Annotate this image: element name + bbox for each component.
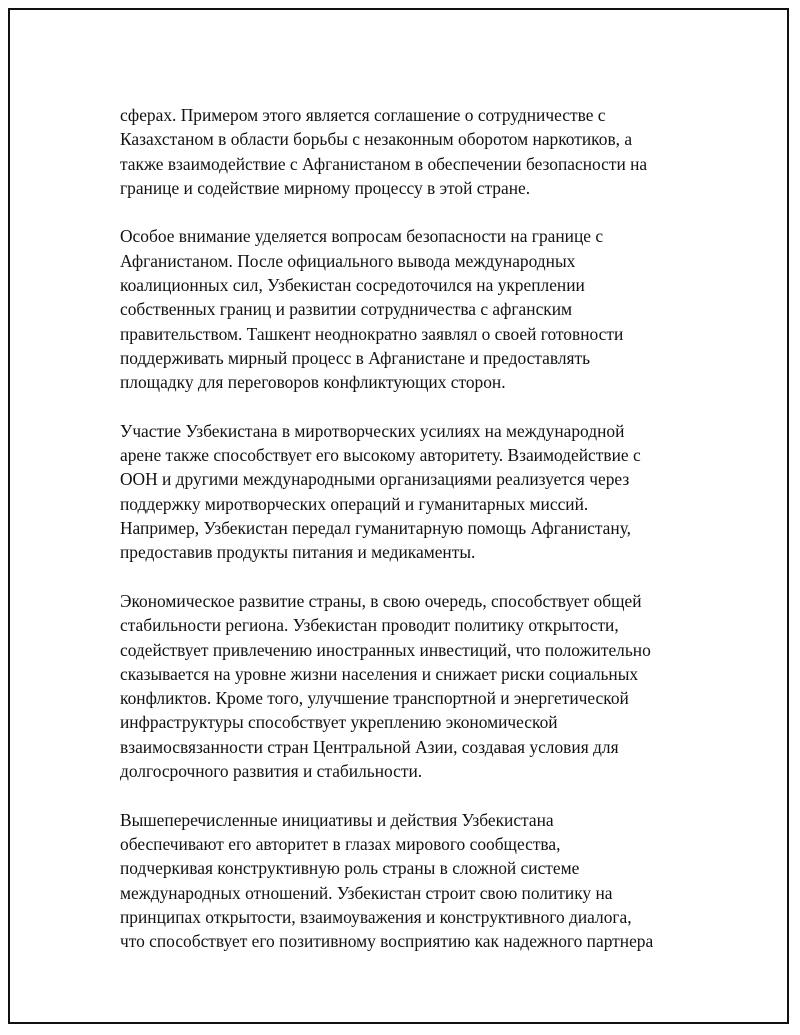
text-line: поддерживать мирный процесс в Афганистане и предоставлять [120, 347, 591, 368]
text-line: принципах открытости, взаимоуважения и конструктивного диалога, [120, 906, 632, 927]
text-line: коалиционных сил, Узбекистан сосредоточился на укреплении [120, 275, 585, 296]
text-line: Особое внимание уделяется вопросам безопасности на границе с [120, 226, 604, 247]
text-line: содействует привлечению иностранных инвестиций, что положительно [120, 639, 651, 660]
text-line: что способствует его позитивному восприятию как надежного партнера [120, 931, 654, 952]
text-line: стабильности региона. Узбекистан проводит политику открытости, [120, 615, 619, 636]
text-line: правительством. Ташкент неоднократно заявлял о своей готовности [120, 323, 624, 344]
text-line: поддержку миротворческих операций и гуманитарных миссий. [120, 493, 589, 514]
paragraph-5 [120, 808, 700, 954]
page-frame [8, 8, 789, 1024]
text-line: арене также способствует его высокому авторитету. Взаимодействие с [120, 445, 641, 466]
text-line: взаимосвязанности стран Центральной Азии, создавая условия для [120, 736, 619, 757]
text-line: собственных границ и развитии сотрудничества с афганским [120, 299, 573, 320]
text-line: сказывается на уровне жизни населения и снижает риски социальных [120, 663, 639, 684]
text-line: ООН и другими международными организациями реализуется через [120, 469, 630, 490]
text-line: границе и содействие мирному процессу в этой стране. [120, 177, 531, 198]
paragraph-1 [120, 103, 700, 200]
text-line: предоставив продукты питания и медикаменты. [120, 542, 476, 563]
text-line: долгосрочного развития и стабильности. [120, 761, 423, 782]
paragraph-3 [120, 419, 700, 565]
text-line: обеспечивают его авторитет в глазах мирового сообщества, [120, 833, 561, 854]
paragraph-2 [120, 224, 700, 394]
text-line: Вышеперечисленные инициативы и действия Узбекистана [120, 809, 554, 830]
text-line: Казахстаном в области борьбы с незаконным оборотом наркотиков, а [120, 129, 633, 150]
text-line: Экономическое развитие страны, в свою очередь, способствует общей [120, 590, 642, 611]
text-line: также взаимодействие с Афганистаном в обеспечении безопасности на [120, 153, 648, 174]
text-line: Участие Узбекистана в миротворческих усилиях на международной [120, 420, 625, 441]
text-line: подчеркивая конструктивную роль страны в сложной системе [120, 858, 580, 879]
text-line: инфраструктуры способствует укреплению экономической [120, 712, 558, 733]
document-body [120, 103, 700, 978]
text-line: Афганистаном. После официального вывода международных [120, 250, 576, 271]
paragraph-4 [120, 589, 700, 783]
text-line: Например, Узбекистан передал гуманитарную помощь Афганистану, [120, 518, 631, 539]
text-line: площадку для переговоров конфликтующих сторон. [120, 372, 506, 393]
text-line: конфликтов. Кроме того, улучшение транспортной и энергетической [120, 688, 629, 709]
text-line: международных отношений. Узбекистан строит свою политику на [120, 882, 613, 903]
text-line: сферах. Примером этого является соглашение о сотрудничестве с [120, 105, 606, 125]
